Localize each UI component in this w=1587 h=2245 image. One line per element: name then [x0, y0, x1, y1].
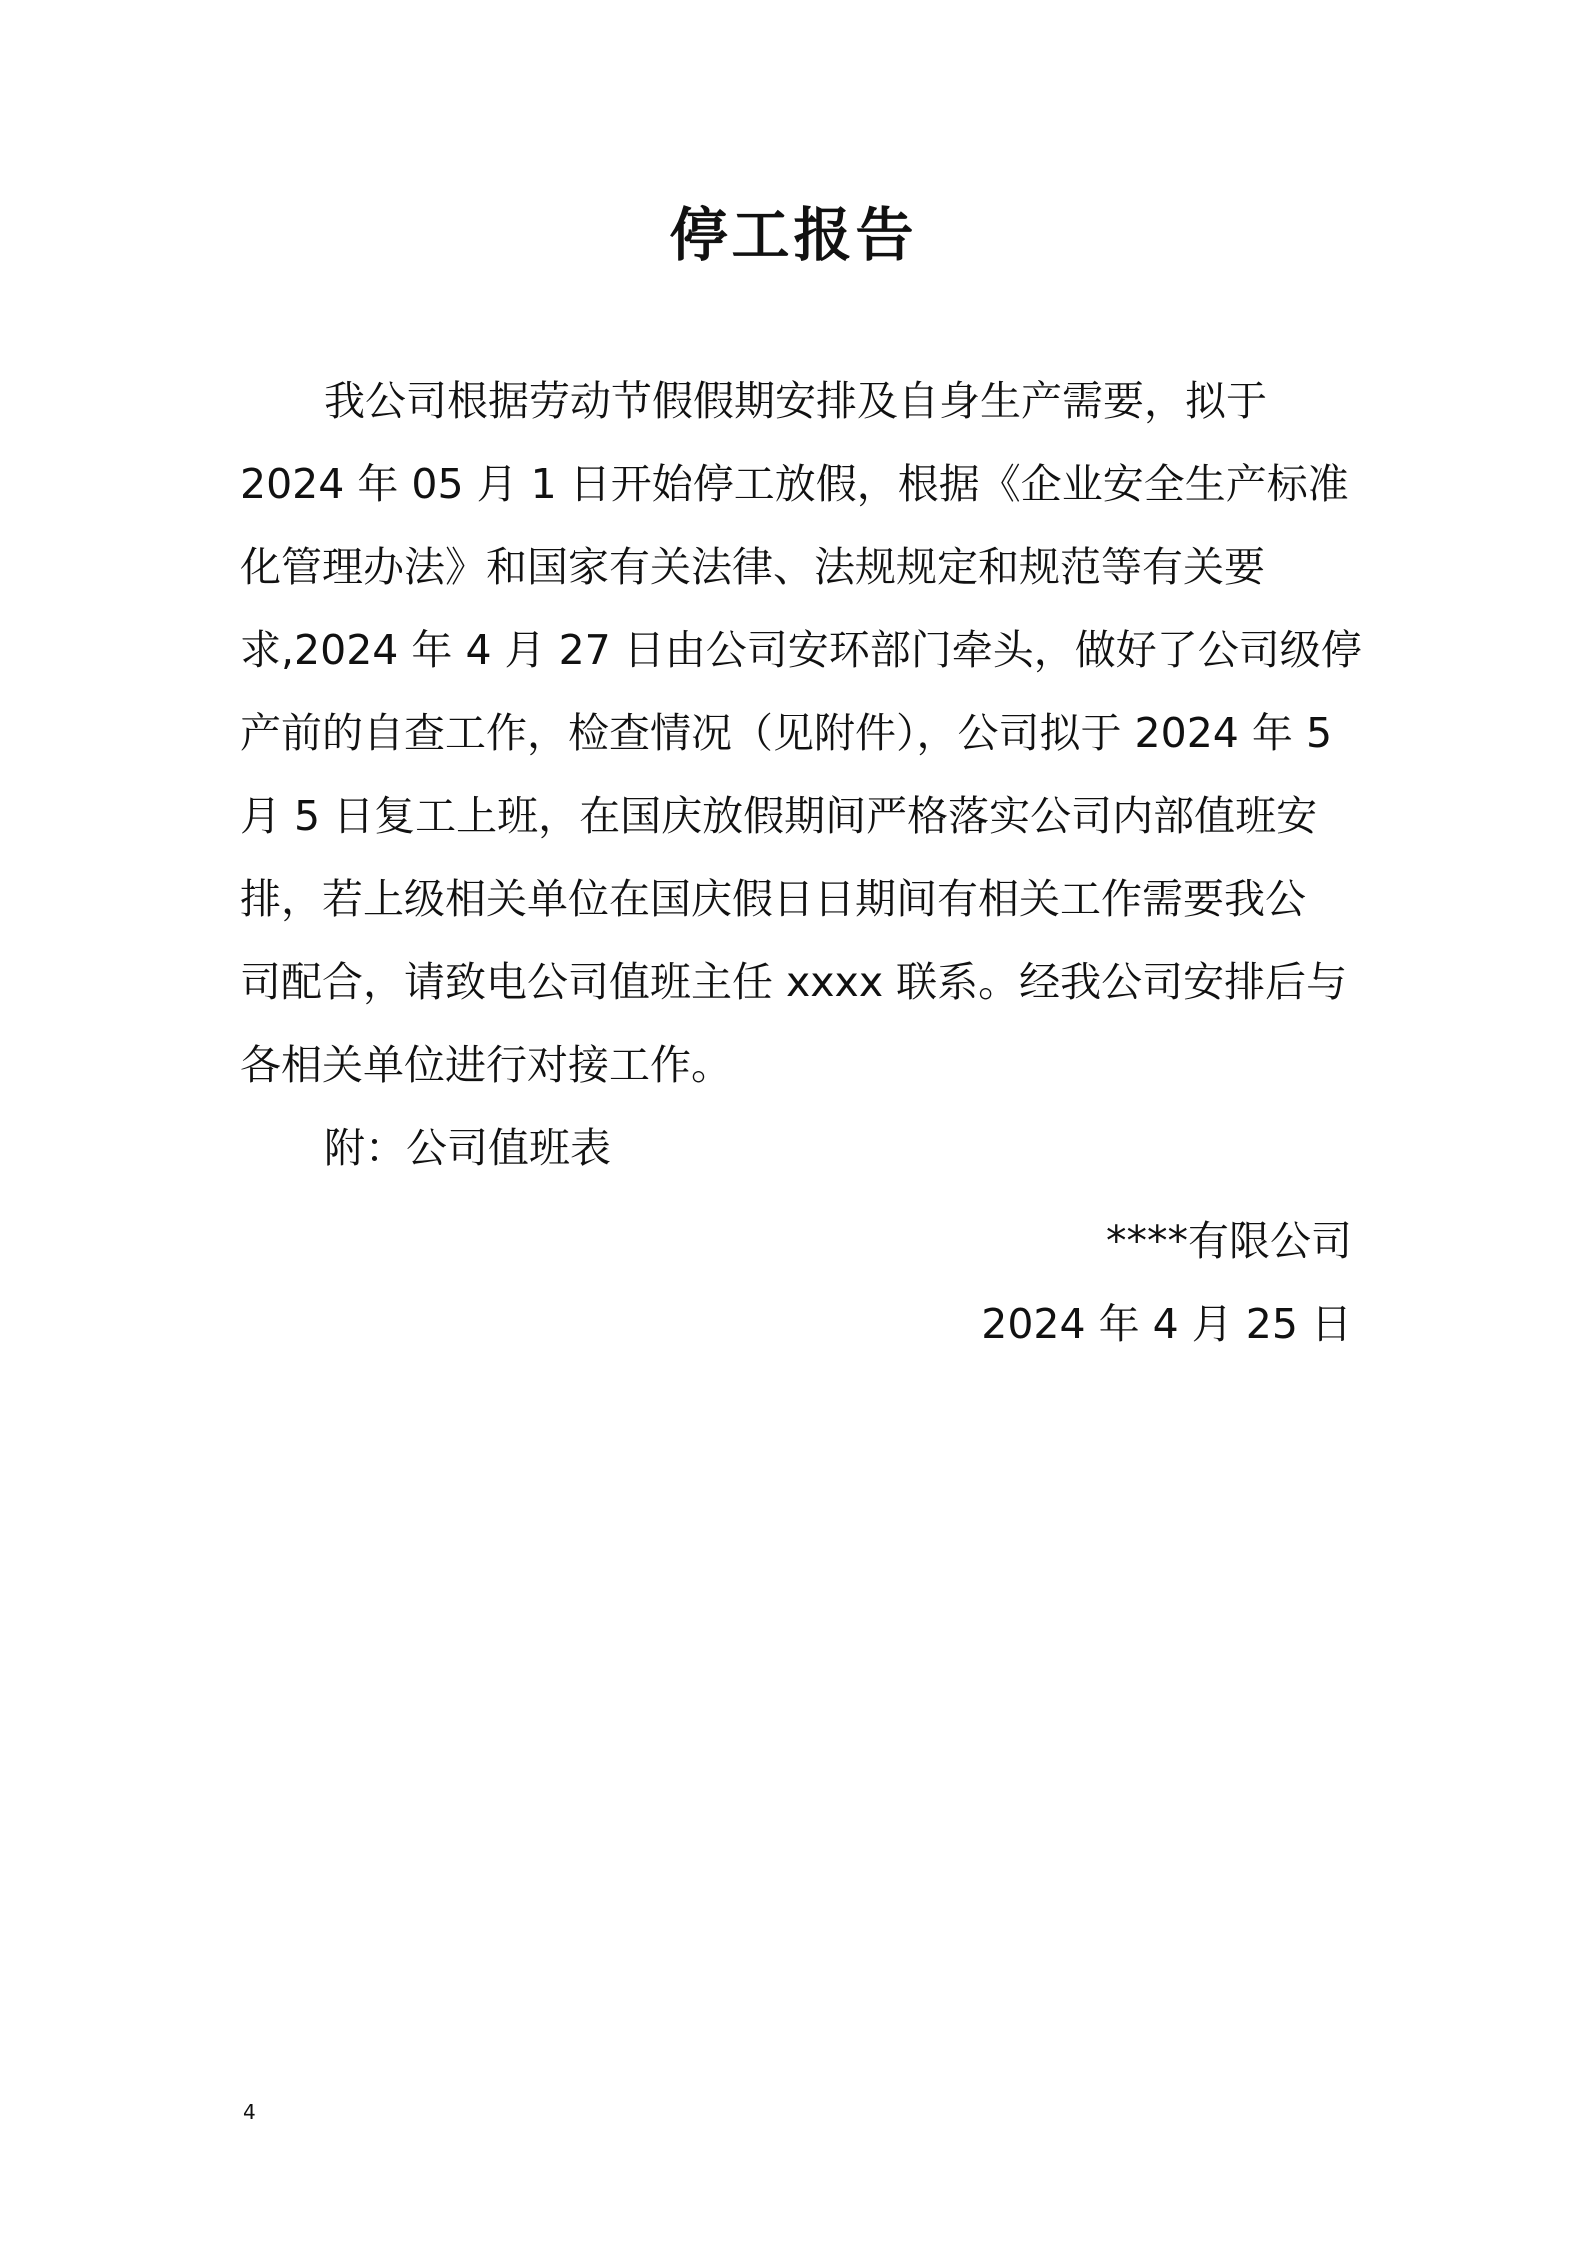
- body-line: 排，若上级相关单位在国庆假日日期间有相关工作需要我公: [240, 875, 1306, 923]
- document-body: [240, 360, 1360, 1190]
- body-line: 各相关单位进行对接工作。: [240, 1041, 732, 1089]
- body-line: 司配合，请致电公司值班主任 xxxx 联系。经我公司安排后与: [240, 958, 1348, 1006]
- body-line: 月 5 日复工上班，在国庆放假期间严格落实公司内部值班安: [240, 792, 1318, 840]
- document-date: 2024 年 4 月 25 日: [981, 1300, 1352, 1348]
- body-line: 我公司根据劳动节假假期安排及自身生产需要，拟于: [324, 377, 1267, 425]
- attachment-note: 附：公司值班表: [324, 1124, 611, 1172]
- body-line: 化管理办法》和国家有关法律、法规规定和规范等有关要: [240, 543, 1265, 591]
- body-line: 产前的自查工作，检查情况（见附件），公司拟于 2024 年 5: [240, 709, 1333, 757]
- company-name: ****有限公司: [1106, 1217, 1352, 1265]
- signature-block: [981, 1200, 1352, 1366]
- body-line: 2024 年 05 月 1 日开始停工放假，根据《企业安全生产标准: [240, 460, 1349, 508]
- page-number: 4: [243, 2100, 256, 2124]
- body-line: 求,2024 年 4 月 27 日由公司安环部门牵头，做好了公司级停: [240, 626, 1362, 674]
- document-title: 停工报告: [669, 201, 918, 269]
